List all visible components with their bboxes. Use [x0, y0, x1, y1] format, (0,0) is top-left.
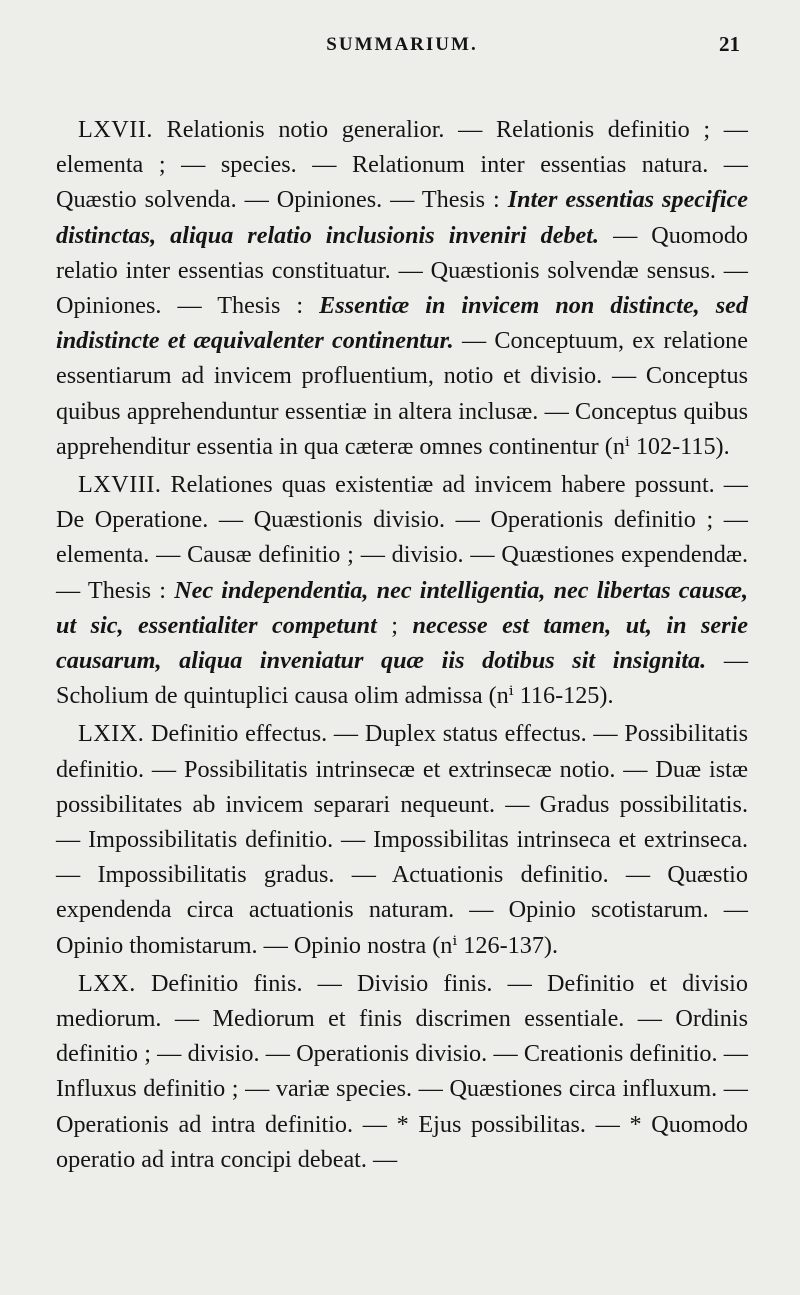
summary-text: — Conceptuum, ex relatione essentiarum ad invicem profluentium, notio et divisio. — Conceptus quibus apprehenduntur essentiæ in altera inclusæ. — Conceptus quibus apprehenditur essentia in qua cæteræ omnes continentur (nⁱ 102-115). [56, 327, 749, 460]
summary-text: Definitio effectus. — Duplex status effectus. — Possibilitatis definitio. — Possibilitatis intrinsecæ et extrinsecæ notio. — Duæ istæ possibilitates ab invicem separari nequeunt. — Gradus possibilitatis. — Impossibilitatis definitio. — Impossibilitas intrinseca et extrinseca. — Impossibilitatis gradus. — Actuationis definitio. — Quæstio expendenda circa actuationis naturam. — Opinio scotistarum. — Opinio thomistarum. — Opinio nostra (nⁱ 126-137). [56, 720, 748, 959]
page-number: 21 [719, 32, 740, 56]
summary-body [56, 112, 748, 1177]
running-title: SUMMARIUM. [326, 34, 478, 55]
thesis-text: necesse est tamen, ut, in serie causarum, aliqua inveniatur quæ iis dotibus sit insignita. [56, 611, 748, 675]
summary-paragraph [56, 112, 748, 464]
thesis-text: Essentiæ in invicem non distincte, sed indistincte et æquivalenter continentur. [56, 292, 748, 355]
summary-paragraph [56, 716, 748, 962]
summary-text: ; [376, 611, 413, 639]
summary-text: Relationes quas existentiæ ad invicem habere possunt. — De Operatione. — Quæstionis divisio. — Operationis definitio ; — elementa. — Causæ definitio ; — divisio. — Quæstiones expendendæ. — Thesis : [56, 471, 748, 604]
thesis-text: Nec independentia, nec intelligentia, nec libertas causæ, ut sic, essentialiter competunt [56, 576, 748, 639]
summary-paragraph [56, 467, 748, 713]
summary-text: Definitio finis. — Divisio finis. — Definitio et divisio mediorum. — Mediorum et finis discrimen essentiale. — Ordinis definitio ; — divisio. — Operationis divisio. — Creationis definitio. — Influxus definitio ; — variæ species. — Quæstiones circa influxum. — Operationis ad intra definitio. — * Ejus possibilitas. — * Quomodo operatio ad intra concipi debeat. — [56, 969, 748, 1173]
page-header [56, 28, 748, 64]
summary-paragraph [56, 966, 748, 1177]
section-numeral: LXX. [78, 969, 136, 997]
section-numeral: LXVIII. [78, 471, 162, 499]
section-numeral: LXIX. [78, 720, 145, 748]
summary-text: Relationis notio generalior. — Relationis definitio ; — elementa ; — species. — Relationum inter essentias natura. — Quæstio solvenda. — Opiniones. — Thesis : [56, 116, 748, 214]
section-numeral: LXVII. [78, 116, 153, 143]
summary-text: — Scholium de quintuplici causa olim admissa (nⁱ 116-125). [56, 647, 749, 710]
thesis-text: Inter essentias specifice distinctas, aliqua relatio inclusionis inveniri debet. [56, 186, 749, 249]
summary-text: — Quomodo relatio inter essentias constituatur. — Quæstionis solvendæ sensus. — Opiniones. — Thesis : [56, 221, 748, 320]
